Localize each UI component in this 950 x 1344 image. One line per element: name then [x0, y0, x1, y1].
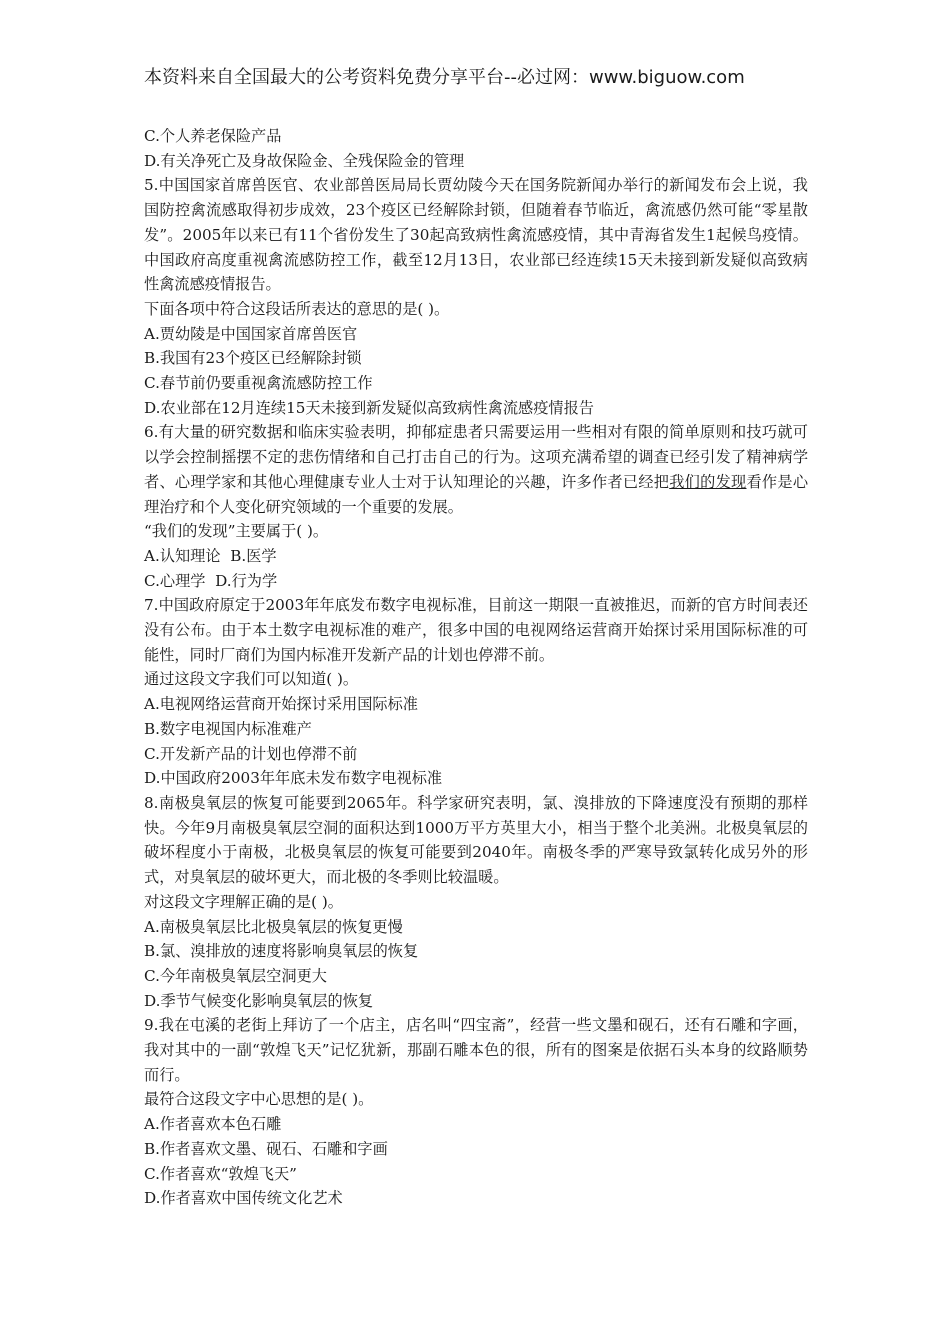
q9-option-d: D.作者喜欢中国传统文化艺术	[144, 1189, 343, 1208]
q6-option-ab: A.认知理论 B.医学	[144, 546, 277, 565]
q5-option-c: C.春节前仍要重视禽流感防控工作	[144, 374, 373, 393]
q6-question: “我们的发现”主要属于( )。	[144, 522, 329, 541]
q8-option-a: A.南极臭氧层比北极臭氧层的恢复更慢	[144, 917, 403, 936]
q7-passage: 7.中国政府原定于2003年年底发布数字电视标准，目前这一期限一直被推迟，而新的官方时间表还没有公布。由于本土数字电视标准的难产，很多中国的电视网络运营商开始探讨采用国际标准的可能性，同时厂商们为国内标准开发新产品的计划也停滞不前。	[144, 596, 808, 664]
q8-question: 对这段文字理解正确的是( )。	[144, 892, 343, 911]
q7-option-a: A.电视网络运营商开始探讨采用国际标准	[144, 695, 418, 714]
q7-option-b: B.数字电视国内标准难产	[144, 719, 312, 738]
q5-option-b: B.我国有23个疫区已经解除封锁	[144, 349, 362, 368]
q7-option-d: D.中国政府2003年年底未发布数字电视标准	[144, 769, 443, 788]
q5-passage: 5.中国国家首席兽医官、农业部兽医局局长贾幼陵今天在国务院新闻办举行的新闻发布会上说，我国防控禽流感取得初步成效，23个疫区已经解除封锁，但随着春节临近，禽流感仍然可能“零星散发”。2005年以来已有11个省份发生了30起高致病性禽流感疫情，其中青海省发生1起候鸟疫情。中国政府高度重视禽流感防控工作，截至12月13日，农业部已经连续15天未接到新发疑似高致病性禽流感疫情报告。	[144, 176, 808, 294]
q9-question: 最符合这段文字中心思想的是( )。	[144, 1090, 374, 1109]
q8-passage: 8.南极臭氧层的恢复可能要到2065年。科学家研究表明，氯、溴排放的下降速度没有预期的那样快。今年9月南极臭氧层空洞的面积达到1000万平方英里大小，相当于整个北美洲。北极臭氧层的破坏程度小于南极，北极臭氧层的恢复可能要到2040年。南极冬季的严寒导致氯转化成另外的形式，对臭氧层的破坏更大，而北极的冬季则比较温暖。	[144, 793, 808, 887]
q6-passage-after: 看作是心理治疗和个人变化研究领域的一个重要的发展。	[144, 472, 809, 516]
q4-option-d: D.有关净死亡及身故保险金、全残保险金的管理	[144, 151, 465, 170]
q6-passage	[144, 420, 808, 519]
q7-option-c: C.开发新产品的计划也停滞不前	[144, 744, 358, 763]
q4-option-c: C.个人养老保险产品	[144, 127, 282, 145]
page-header: 本资料来自全国最大的公考资料免费分享平台--必过网：www.biguow.com	[144, 67, 745, 88]
q8-option-c: C.今年南极臭氧层空洞更大	[144, 966, 327, 985]
q8-option-b: B.氯、溴排放的速度将影响臭氧层的恢复	[144, 942, 419, 961]
q8-option-d: D.季节气候变化影响臭氧层的恢复	[144, 991, 374, 1010]
q5-option-d: D.农业部在12月连续15天未接到新发疑似高致病性禽流感疫情报告	[144, 398, 594, 417]
q9-passage: 9.我在屯溪的老街上拜访了一个店主，店名叫“四宝斋”，经营一些文墨和砚石，还有石雕和字画，我对其中的一副“敦煌飞天”记忆犹新，那副石雕本色的很，所有的图案是依据石头本身的纹路顺势而行。	[144, 1016, 808, 1084]
q7-question: 通过这段文字我们可以知道( )。	[144, 670, 359, 689]
q9-option-c: C.作者喜欢“敦煌飞天”	[144, 1164, 297, 1183]
q6-option-cd: C.心理学 D.行为学	[144, 571, 278, 590]
q5-option-a: A.贾幼陵是中国国家首席兽医官	[144, 324, 358, 343]
document-body	[144, 124, 808, 1211]
q5-question: 下面各项中符合这段话所表达的意思的是( )。	[144, 299, 450, 318]
q9-option-b: B.作者喜欢文墨、砚石、石雕和字画	[144, 1139, 388, 1158]
q6-passage-underlined: 我们的发现	[669, 472, 747, 491]
q6-passage-before: 6.有大量的研究数据和临床实验表明，抑郁症患者只需要运用一些相对有限的简单原则和技巧就可以学会控制摇摆不定的悲伤情绪和自己打击自己的行为。这项充满希望的调查已经引发了精神病学者、心理学家和其他心理健康专业人士对于认知理论的兴趣，许多作者已经把	[144, 423, 808, 491]
q9-option-a: A.作者喜欢本色石雕	[144, 1115, 282, 1134]
